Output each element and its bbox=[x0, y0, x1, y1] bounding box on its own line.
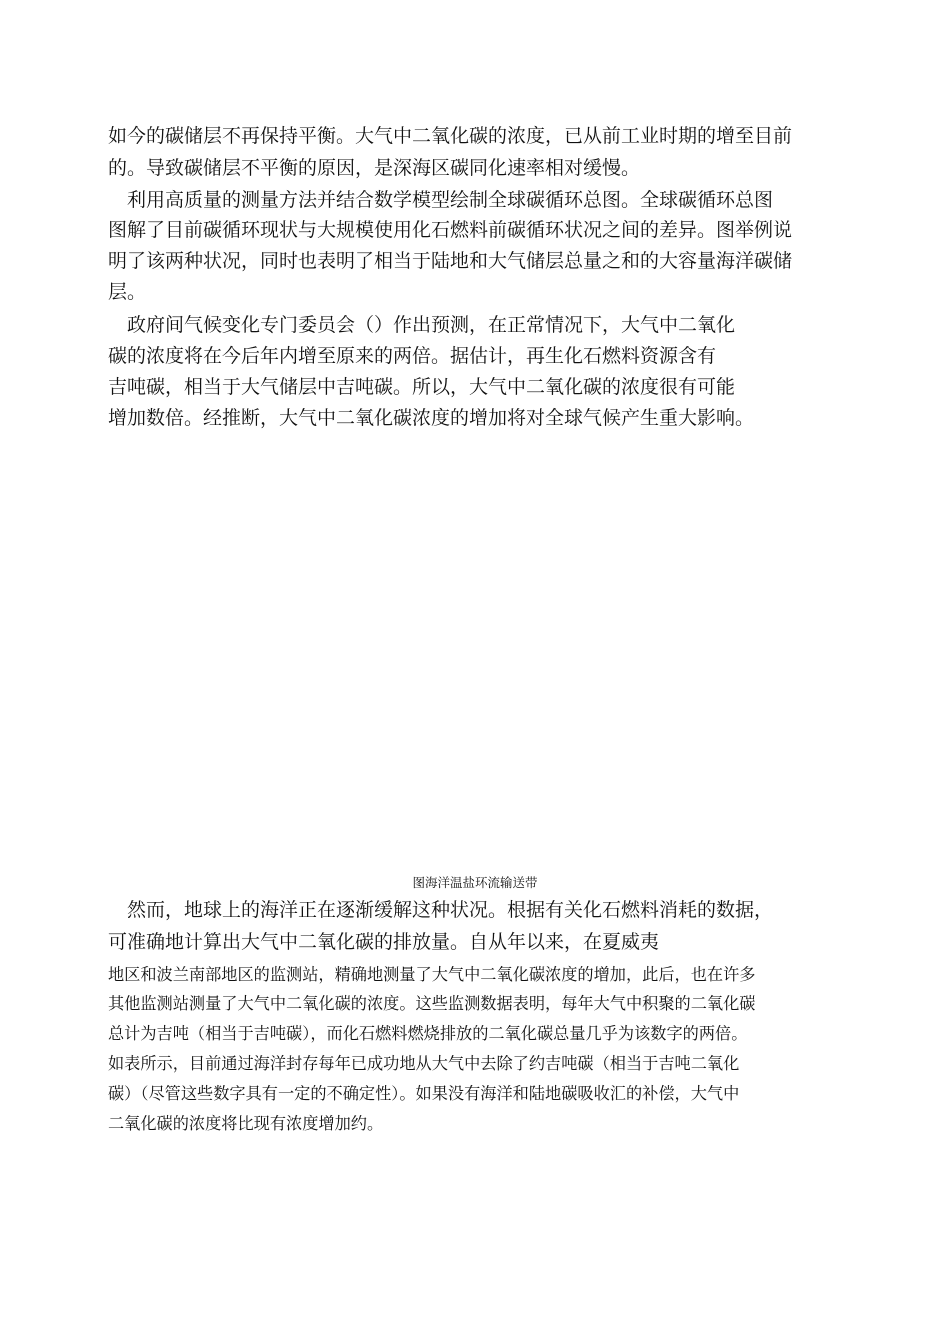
paragraph-1-line-2: 的。导致碳储层不平衡的原因，是深海区碳同化速率相对缓慢。 bbox=[108, 157, 641, 179]
paragraph-3-line-2: 碳的浓度将在今后年内增至原来的两倍。据估计，再生化石燃料资源含有 bbox=[108, 345, 717, 367]
paragraph-5-line-3: 总计为吉吨（相当于吉吨碳），而化石燃料燃烧排放的二氧化碳总量几乎为该数字的两倍。 bbox=[108, 1024, 748, 1043]
paragraph-5-line-6: 二氧化碳的浓度将比现有浓度增加约。 bbox=[108, 1114, 384, 1133]
paragraph-5-line-5: 碳）（尽管这些数字具有一定的不确定性）。如果没有海洋和陆地碳吸收汇的补偿，大气中 bbox=[108, 1084, 740, 1103]
figure-caption: 图海洋温盐环流输送带 bbox=[412, 875, 538, 890]
paragraph-1-line-1: 如今的碳储层不再保持平衡。大气中二氧化碳的浓度，已从前工业时期的增至目前 bbox=[108, 125, 793, 147]
paragraph-3-line-3: 吉吨碳，相当于大气储层中吉吨碳。所以，大气中二氧化碳的浓度很有可能 bbox=[108, 376, 736, 398]
paragraph-2-line-2: 图解了目前碳循环现状与大规模使用化石燃料前碳循环状况之间的差异。图举例说 bbox=[108, 219, 793, 241]
paragraph-2-line-1: 利用高质量的测量方法并结合数学模型绘制全球碳循环总图。全球碳循环总图 bbox=[108, 189, 774, 211]
paragraph-5-line-2: 其他监测站测量了大气中二氧化碳的浓度。这些监测数据表明，每年大气中积聚的二氧化碳 bbox=[108, 994, 756, 1013]
paragraph-4-line-1: 然而，地球上的海洋正在逐渐缓解这种状况。根据有关化石燃料消耗的数据， bbox=[108, 899, 774, 921]
paragraph-2-line-4: 层。 bbox=[108, 281, 147, 303]
paragraph-3-line-1: 政府间气候变化专门委员会（）作出预测，在正常情况下，大气中二氧化 bbox=[108, 314, 736, 336]
paragraph-4-line-2: 可准确地计算出大气中二氧化碳的排放量。自从年以来，在夏威夷 bbox=[108, 931, 660, 953]
paragraph-3-line-4: 增加数倍。经推断，大气中二氧化碳浓度的增加将对全球气候产生重大影响。 bbox=[108, 407, 755, 429]
paragraph-5-line-4: 如表所示，目前通过海洋封存每年已成功地从大气中去除了约吉吨碳（相当于吉吨二氧化 bbox=[108, 1054, 740, 1073]
paragraph-5-line-1: 地区和波兰南部地区的监测站，精确地测量了大气中二氧化碳浓度的增加，此后，也在许多 bbox=[108, 965, 756, 984]
paragraph-2-line-3: 明了该两种状况，同时也表明了相当于陆地和大气储层总量之和的大容量海洋碳储 bbox=[108, 250, 793, 272]
